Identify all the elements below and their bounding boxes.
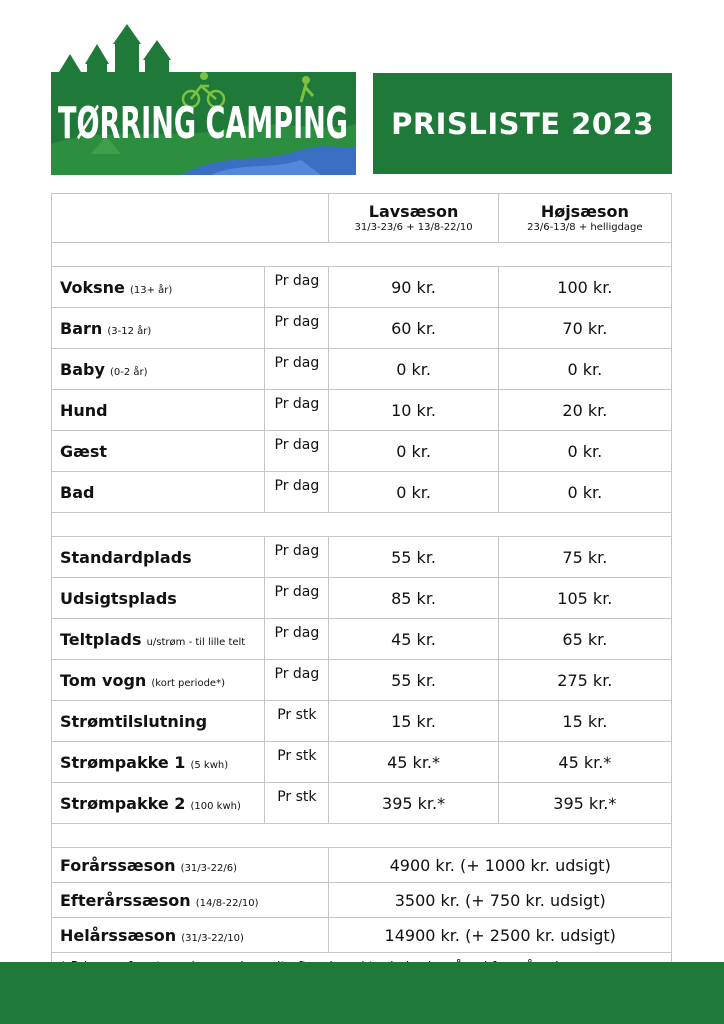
table-row	[52, 701, 672, 742]
price-table	[51, 193, 672, 1002]
price-high: 45 kr.*	[498, 742, 671, 783]
season-name: Højsæson	[540, 201, 629, 221]
price-low: 90 kr.	[329, 267, 498, 308]
price-low: 85 kr.	[329, 578, 498, 619]
row-label: Helårssæson	[60, 925, 177, 945]
row-unit: Pr dag	[265, 308, 329, 349]
row-label: Strømtilslutning	[60, 711, 208, 731]
row-label: Strømpakke 1	[60, 752, 186, 772]
row-unit: Pr dag	[265, 390, 329, 431]
price-low: 10 kr.	[329, 390, 498, 431]
row-unit: Pr dag	[265, 472, 329, 513]
row-note: (3-12 år)	[107, 325, 152, 337]
row-unit: Pr stk	[265, 742, 329, 783]
row-label: Efterårssæson	[60, 890, 191, 910]
table-row	[52, 783, 672, 824]
season-high-header	[498, 194, 671, 243]
row-note: (100 kwh)	[190, 800, 241, 812]
title-banner	[373, 73, 672, 174]
price-high: 105 kr.	[498, 578, 671, 619]
table-row	[52, 742, 672, 783]
table-row	[52, 349, 672, 390]
row-label: Standardplads	[60, 547, 192, 567]
table-row	[52, 472, 672, 513]
row-label: Forårssæson	[60, 855, 176, 875]
price-low: 55 kr.	[329, 660, 498, 701]
season-price: 3500 kr. (+ 750 kr. udsigt)	[329, 883, 672, 918]
price-low: 0 kr.	[329, 431, 498, 472]
logo-text: TØRRING CAMPING	[58, 98, 348, 149]
logo-graphic	[51, 24, 356, 175]
price-low: 395 kr.*	[329, 783, 498, 824]
row-unit: Pr dag	[265, 619, 329, 660]
price-high: 20 kr.	[498, 390, 671, 431]
row-label: Voksne	[60, 277, 125, 297]
season-dates: 31/3-23/6 + 13/8-22/10	[354, 221, 473, 233]
row-note: (14/8-22/10)	[195, 897, 259, 909]
table-row	[52, 267, 672, 308]
table-row	[52, 537, 672, 578]
table-row	[52, 308, 672, 349]
row-label: Gæst	[60, 441, 108, 461]
row-unit: Pr stk	[265, 701, 329, 742]
table-row	[52, 431, 672, 472]
table-header-row	[52, 194, 672, 243]
price-high: 70 kr.	[498, 308, 671, 349]
table-row	[52, 883, 672, 918]
price-high: 65 kr.	[498, 619, 671, 660]
row-label: Baby	[60, 359, 105, 379]
row-unit: Pr dag	[265, 349, 329, 390]
season-dates: 23/6-13/8 + helligdage	[527, 221, 643, 233]
price-low: 0 kr.	[329, 472, 498, 513]
price-high: 275 kr.	[498, 660, 671, 701]
row-note: (0-2 år)	[109, 366, 148, 378]
table-row	[52, 578, 672, 619]
price-low: 45 kr.*	[329, 742, 498, 783]
price-low: 55 kr.	[329, 537, 498, 578]
row-note: u/strøm - til lille telt	[146, 636, 246, 648]
row-note: (13+ år)	[130, 284, 173, 296]
price-low: 15 kr.	[329, 701, 498, 742]
price-high: 75 kr.	[498, 537, 671, 578]
header-empty-cell	[52, 194, 329, 243]
table-row	[52, 660, 672, 701]
row-unit: Pr dag	[265, 267, 329, 308]
table-row	[52, 619, 672, 660]
row-label: Udsigtsplads	[60, 588, 177, 608]
price-high: 0 kr.	[498, 431, 671, 472]
spacer-row	[52, 824, 672, 848]
page-title: PRISLISTE 2023	[391, 106, 654, 141]
table-row	[52, 390, 672, 431]
price-high: 15 kr.	[498, 701, 671, 742]
row-unit: Pr dag	[265, 578, 329, 619]
table-row	[52, 848, 672, 883]
price-high: 0 kr.	[498, 349, 671, 390]
row-unit: Pr dag	[265, 431, 329, 472]
row-note: (5 kwh)	[190, 759, 229, 771]
row-note: (31/3-22/10)	[181, 932, 244, 944]
row-label: Hund	[60, 400, 108, 420]
spacer-row	[52, 513, 672, 537]
season-price: 4900 kr. (+ 1000 kr. udsigt)	[329, 848, 672, 883]
price-high: 395 kr.*	[498, 783, 671, 824]
price-low: 0 kr.	[329, 349, 498, 390]
row-label: Barn	[60, 318, 103, 338]
row-note: (kort periode*)	[151, 677, 225, 689]
row-unit: Pr dag	[265, 660, 329, 701]
price-high: 0 kr.	[498, 472, 671, 513]
season-low-header	[329, 194, 498, 243]
row-unit: Pr dag	[265, 537, 329, 578]
row-note: (31/3-22/6)	[180, 862, 237, 874]
price-low: 45 kr.	[329, 619, 498, 660]
row-label: Teltplads	[60, 629, 142, 649]
spacer-row	[52, 243, 672, 267]
season-price: 14900 kr. (+ 2500 kr. udsigt)	[329, 918, 672, 953]
row-unit: Pr stk	[265, 783, 329, 824]
footer-band	[0, 962, 724, 1024]
camping-logo	[51, 24, 356, 175]
table-row	[52, 918, 672, 953]
row-label: Strømpakke 2	[60, 793, 186, 813]
price-low: 60 kr.	[329, 308, 498, 349]
row-label: Bad	[60, 482, 95, 502]
price-high: 100 kr.	[498, 267, 671, 308]
season-name: Lavsæson	[368, 201, 459, 221]
row-label: Tom vogn	[60, 670, 147, 690]
